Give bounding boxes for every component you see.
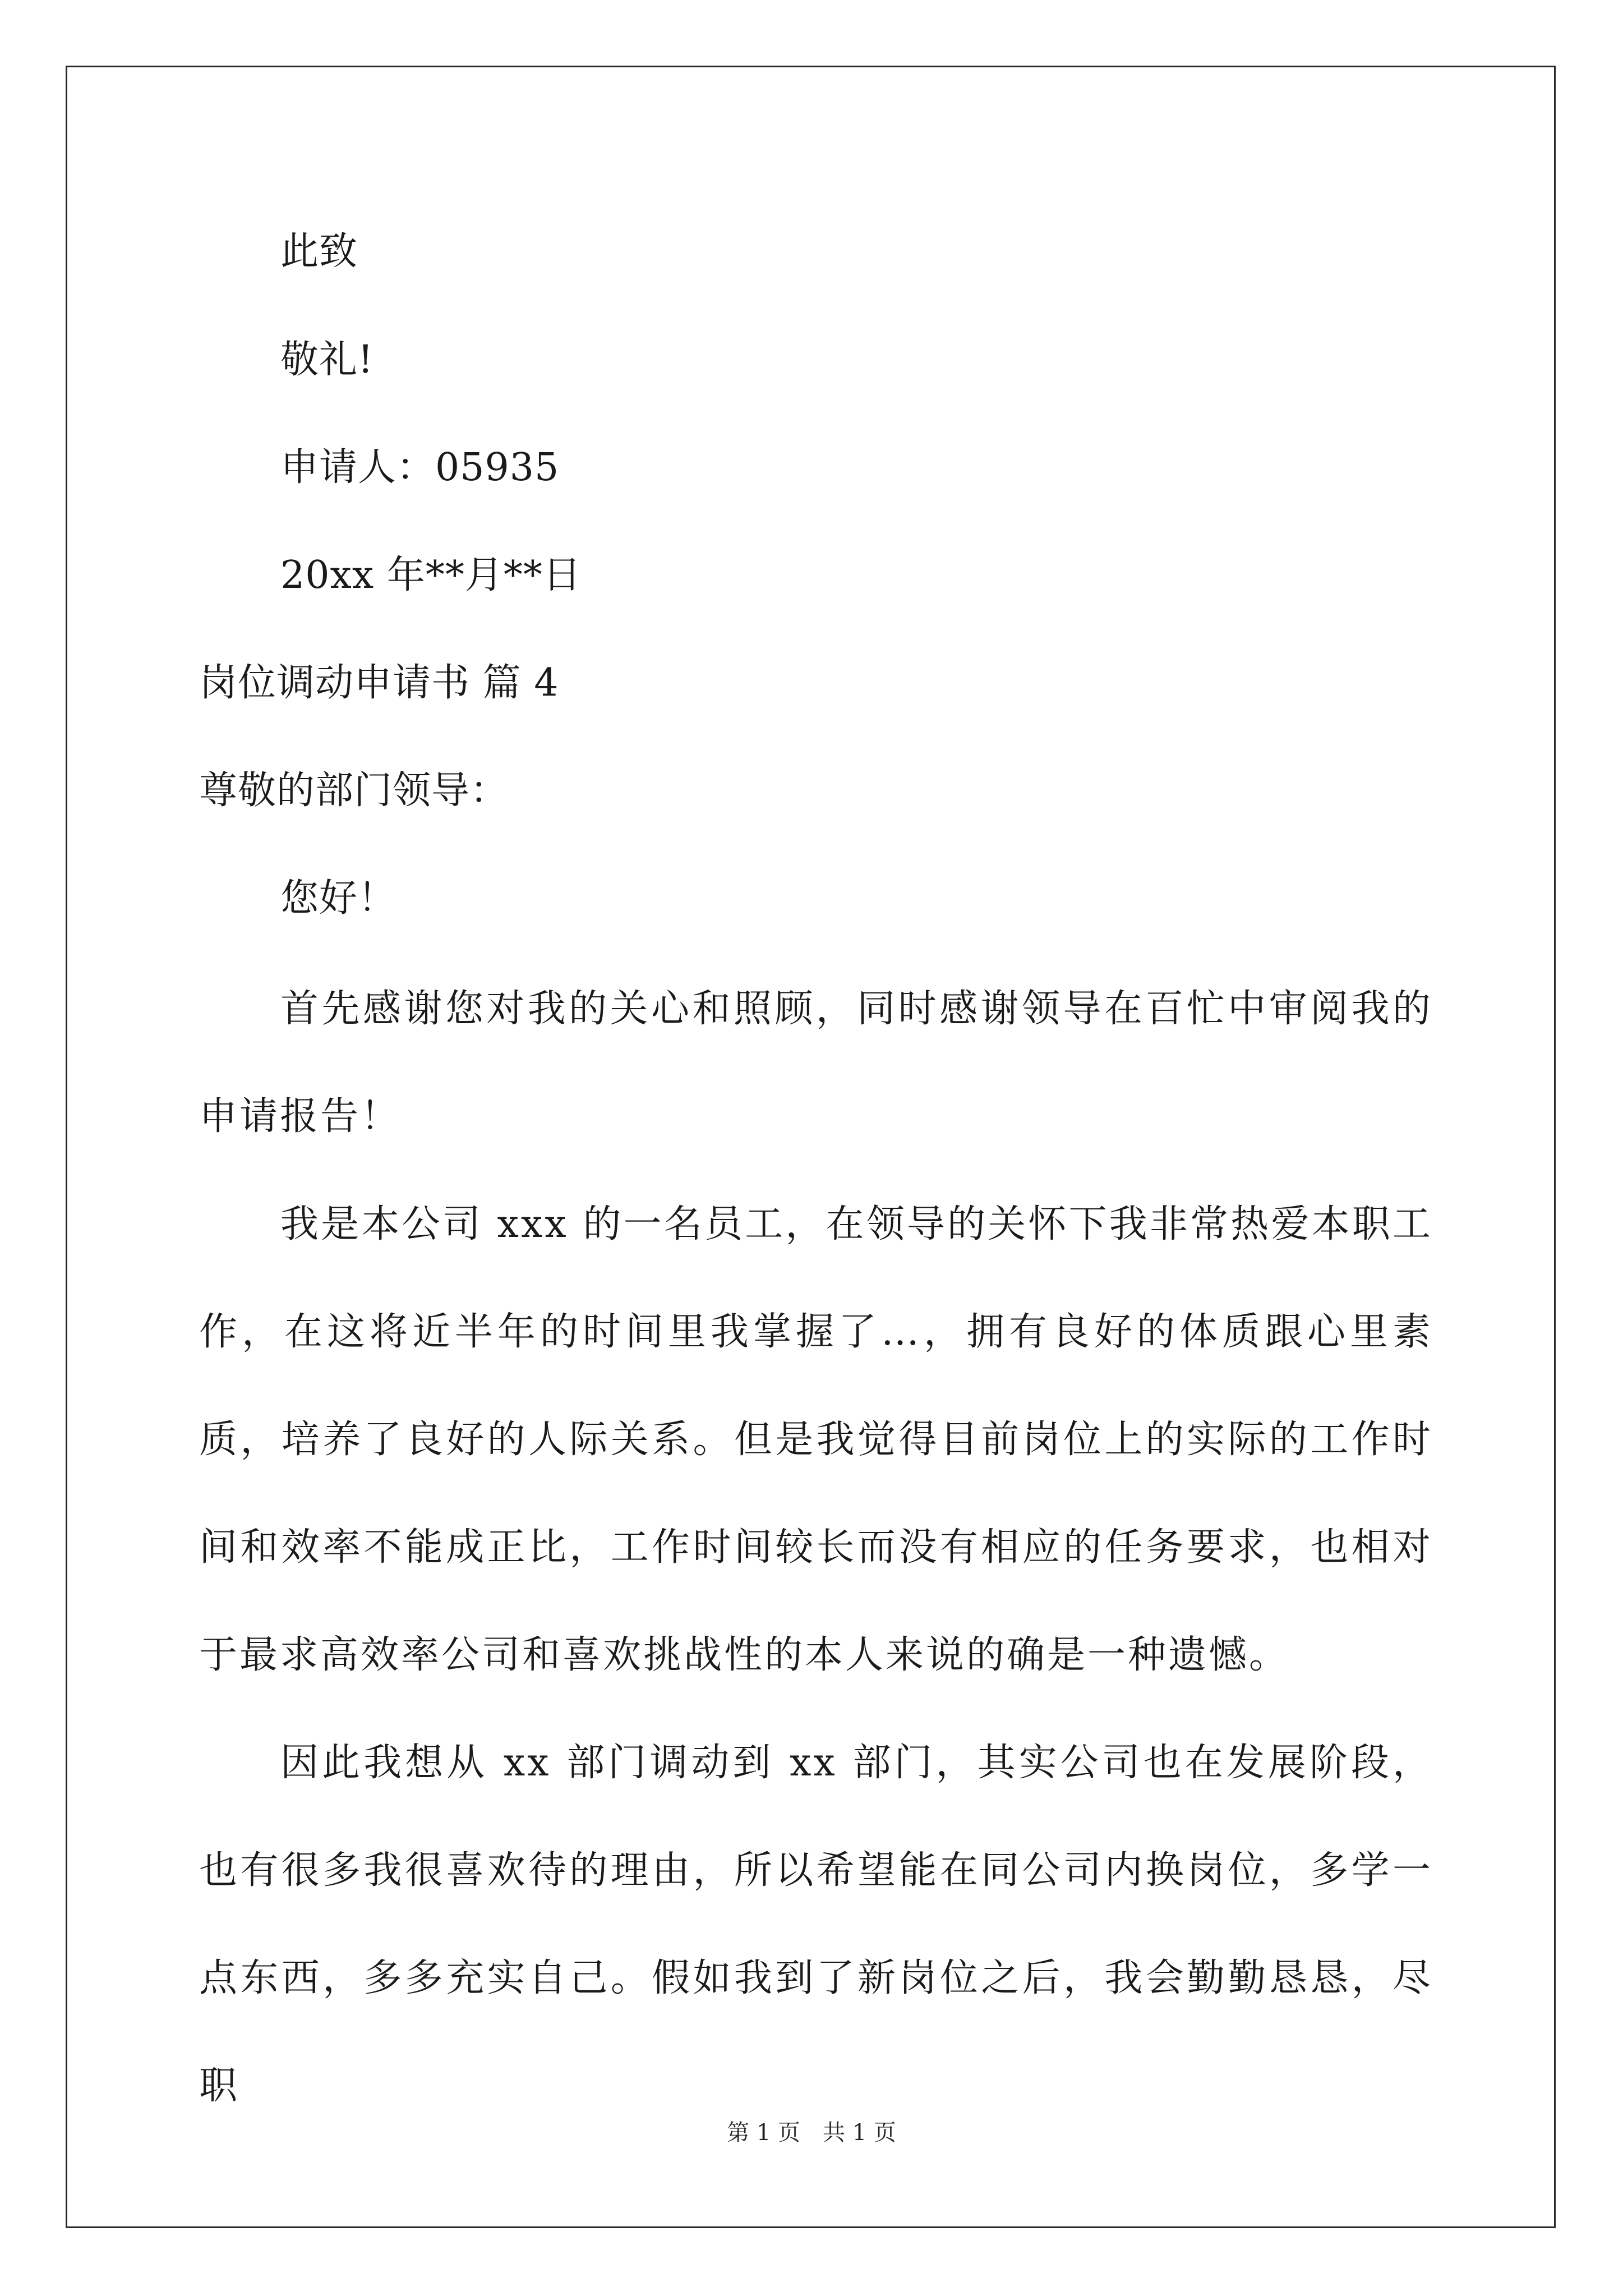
body-paragraph: 首先感谢您对我的关心和照顾，同时感谢领导在百忙中审阅我的申请报告！ bbox=[199, 987, 1433, 1139]
closing-salutation: 此致 bbox=[280, 229, 358, 274]
greeting: 您好！ bbox=[280, 876, 397, 921]
section-title: 岗位调动申请书 篇 4 bbox=[199, 661, 559, 705]
body-paragraph: 我是本公司 xxx 的一名员工，在领导的关怀下我非常热爱本职工作，在这将近半年的时间里我掌握了…，拥有良好的体质跟心里素质，培养了良好的人际关系。但是我觉得目前岗位上的实际的工作时间和效率不能成正比，工作时间较长而没有相应的任务要求，也相对于最求高效率公司和喜欢挑战性的本人来说的确是一种遗憾。 bbox=[199, 1202, 1433, 1677]
date-line: 20xx 年**月**日 bbox=[280, 553, 582, 597]
applicant-line: 申请人：05935 bbox=[280, 445, 560, 490]
body-paragraph: 因此我想从 xx 部门调动到 xx 部门，其实公司也在发展阶段，也有很多我很喜欢待的理由，所以希望能在同公司内换岗位，多学一点东西，多多充实自己。假如我到了新岗位之后，我会勤勤恳恳，尽职 bbox=[199, 1741, 1433, 2108]
addressee: 尊敬的部门领导： bbox=[199, 769, 509, 813]
page-footer: 第 1 页 共 1 页 bbox=[727, 2120, 896, 2146]
closing-respect: 敬礼! bbox=[280, 338, 374, 382]
